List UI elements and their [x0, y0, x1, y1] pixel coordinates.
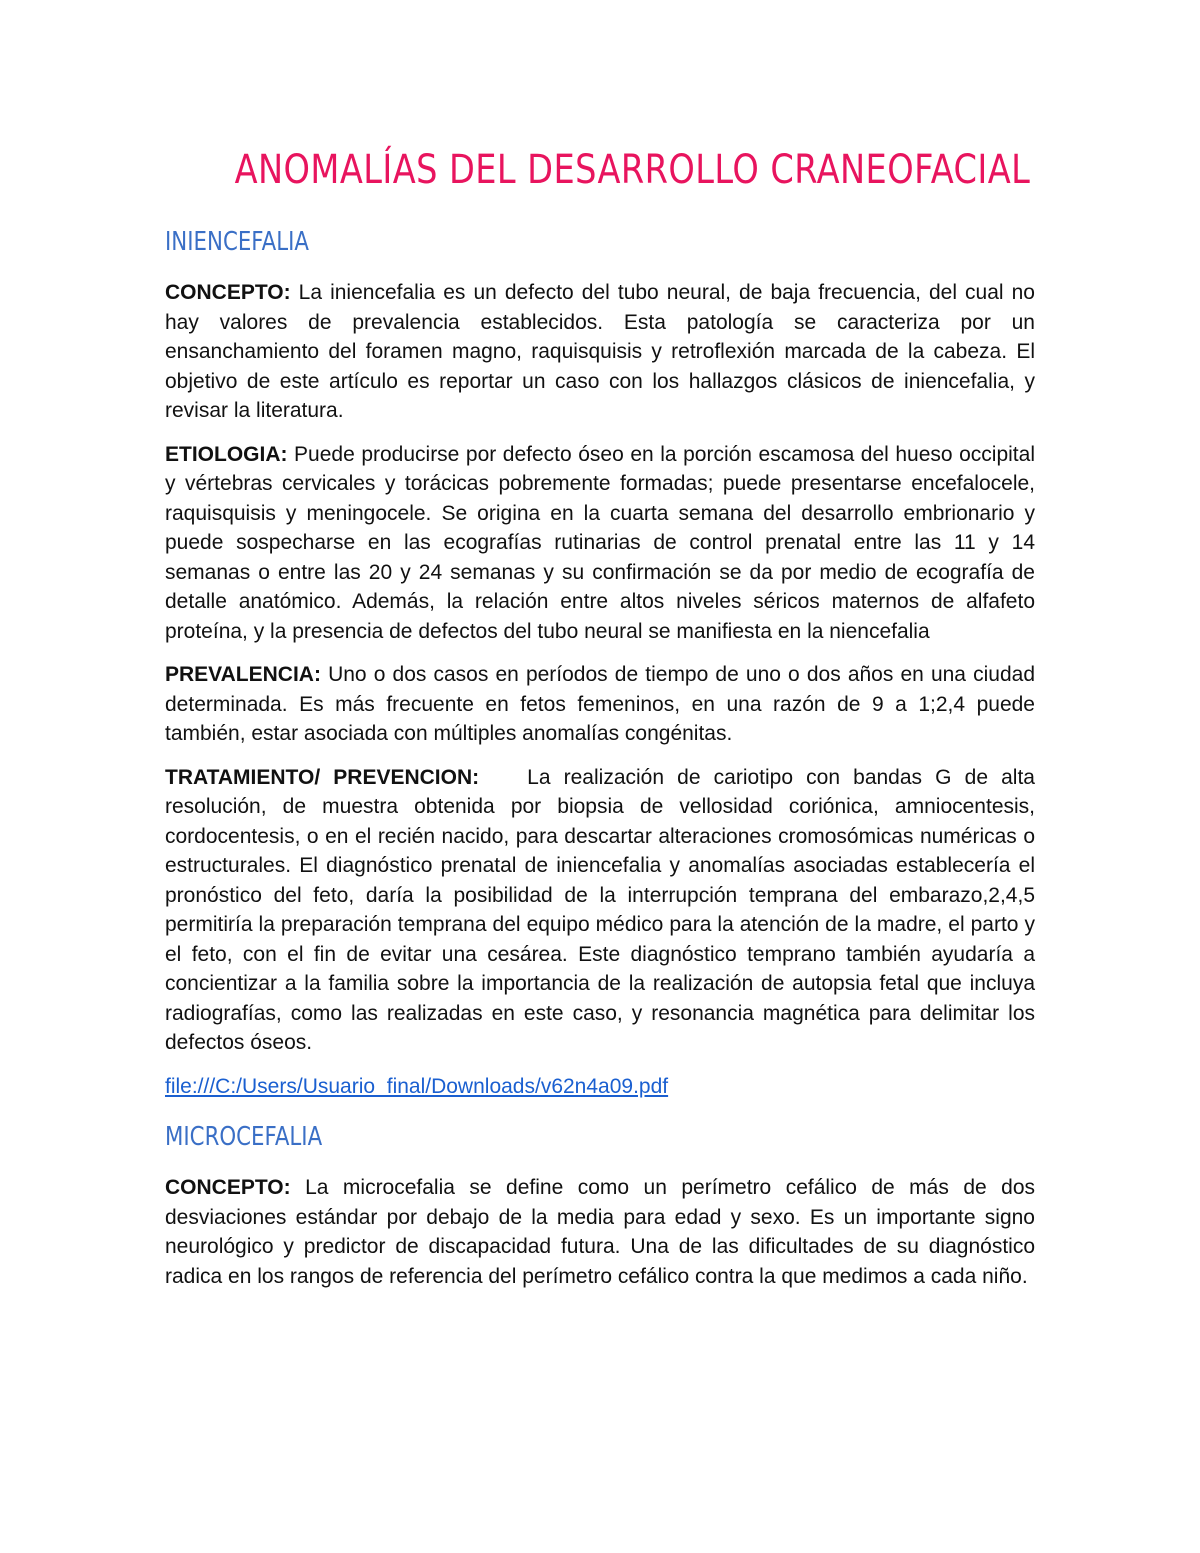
section-microcefalia — [165, 1117, 1035, 1291]
paragraph-label: PREVALENCIA: — [165, 663, 321, 686]
section-heading: MICROCEFALIA — [165, 1122, 323, 1152]
paragraph-label: CONCEPTO: — [165, 281, 291, 304]
paragraph-text: La iniencefalia es un defecto del tubo neural, de baja frecuencia, del cual no hay valores de prevalencia establecidos. Esta patología se caracteriza por un ensanchamiento del foramen magno, raquisquisis y retroflexión marcada de la cabeza. El objetivo de este artículo es reportar un caso con los hallazgos clásicos de iniencefalia, y revisar la literatura. — [165, 281, 1035, 422]
section-iniencefalia — [165, 222, 1035, 1101]
paragraph-tratamiento — [165, 763, 1035, 1058]
paragraph-label: ETIOLOGIA: — [165, 442, 288, 466]
paragraph-text: La realización de cariotipo con bandas G de alta resolución, de muestra obtenida por biopsia de vellosidad coriónica, amniocentesis, cordocentesis, o en el recién nacido, para descartar alteraciones cromosómicas numéricas o estructurales. El diagnóstico prenatal de iniencefalia y anomalías asociadas establecería el pronóstico del feto, daría la posibilidad de la interrupción temprana del embarazo,2,4,5 permitiría la preparación temprana del equipo médico para la atención de la madre, el parto y el feto, con el fin de evitar una cesárea. Este diagnóstico temprano también ayudaría a concientizar a la familia sobre la importancia de la realización de autopsia fetal que incluya radiografías, como las realizadas en este caso, y resonancia magnética para delimitar los defectos óseos. — [165, 765, 1035, 1054]
document-title: ANOMALÍAS DEL DESARROLLO CRANEOFACIAL — [234, 147, 1031, 193]
paragraph-concepto — [165, 278, 1035, 426]
document-page — [165, 140, 1035, 1305]
paragraph-prevalencia — [165, 660, 1035, 749]
reference-link[interactable]: file:///C:/Users/Usuario_final/Downloads/v62n4a09.pdf — [165, 1074, 669, 1098]
paragraph-label: TRATAMIENTO/ PREVENCION: — [165, 765, 480, 789]
paragraph-text: La microcefalia se define como un perímetro cefálico de más de dos desviaciones estándar por debajo de la media para edad y sexo. Es un importante signo neurológico y predictor de discapacidad futura. Una de las dificultades de su diagnóstico radica en los rangos de referencia del perímetro cefálico contra la que medimos a cada niño. — [165, 1176, 1035, 1288]
paragraph-text: Puede producirse por defecto óseo en la porción escamosa del hueso occipital y vértebras cervicales y torácicas pobremente formadas; puede presentarse encefalocele, raquisquisis y meningocele. Se origina en la cuarta semana del desarrollo embrionario y puede sospecharse en las ecografías rutinarias de control prenatal entre las 11 y 14 semanas o entre las 20 y 24 semanas y su confirmación se da por medio de ecografía de detalle anatómico. Además, la relación entre altos niveles séricos maternos de alfafeto proteína, y la presencia de defectos del tubo neural se manifiesta en la niencefalia — [165, 442, 1035, 643]
section-heading: INIENCEFALIA — [165, 227, 309, 257]
paragraph-concepto — [165, 1173, 1035, 1291]
paragraph-etiologia — [165, 440, 1035, 647]
paragraph-label: CONCEPTO: — [165, 1176, 291, 1199]
paragraph-text: Uno o dos casos en períodos de tiempo de uno o dos años en una ciudad determinada. Es más frecuente en fetos femeninos, en una razón de 9 a 1;2,4 puede también, estar asociada con múltiples anomalías congénitas. — [165, 663, 1035, 745]
